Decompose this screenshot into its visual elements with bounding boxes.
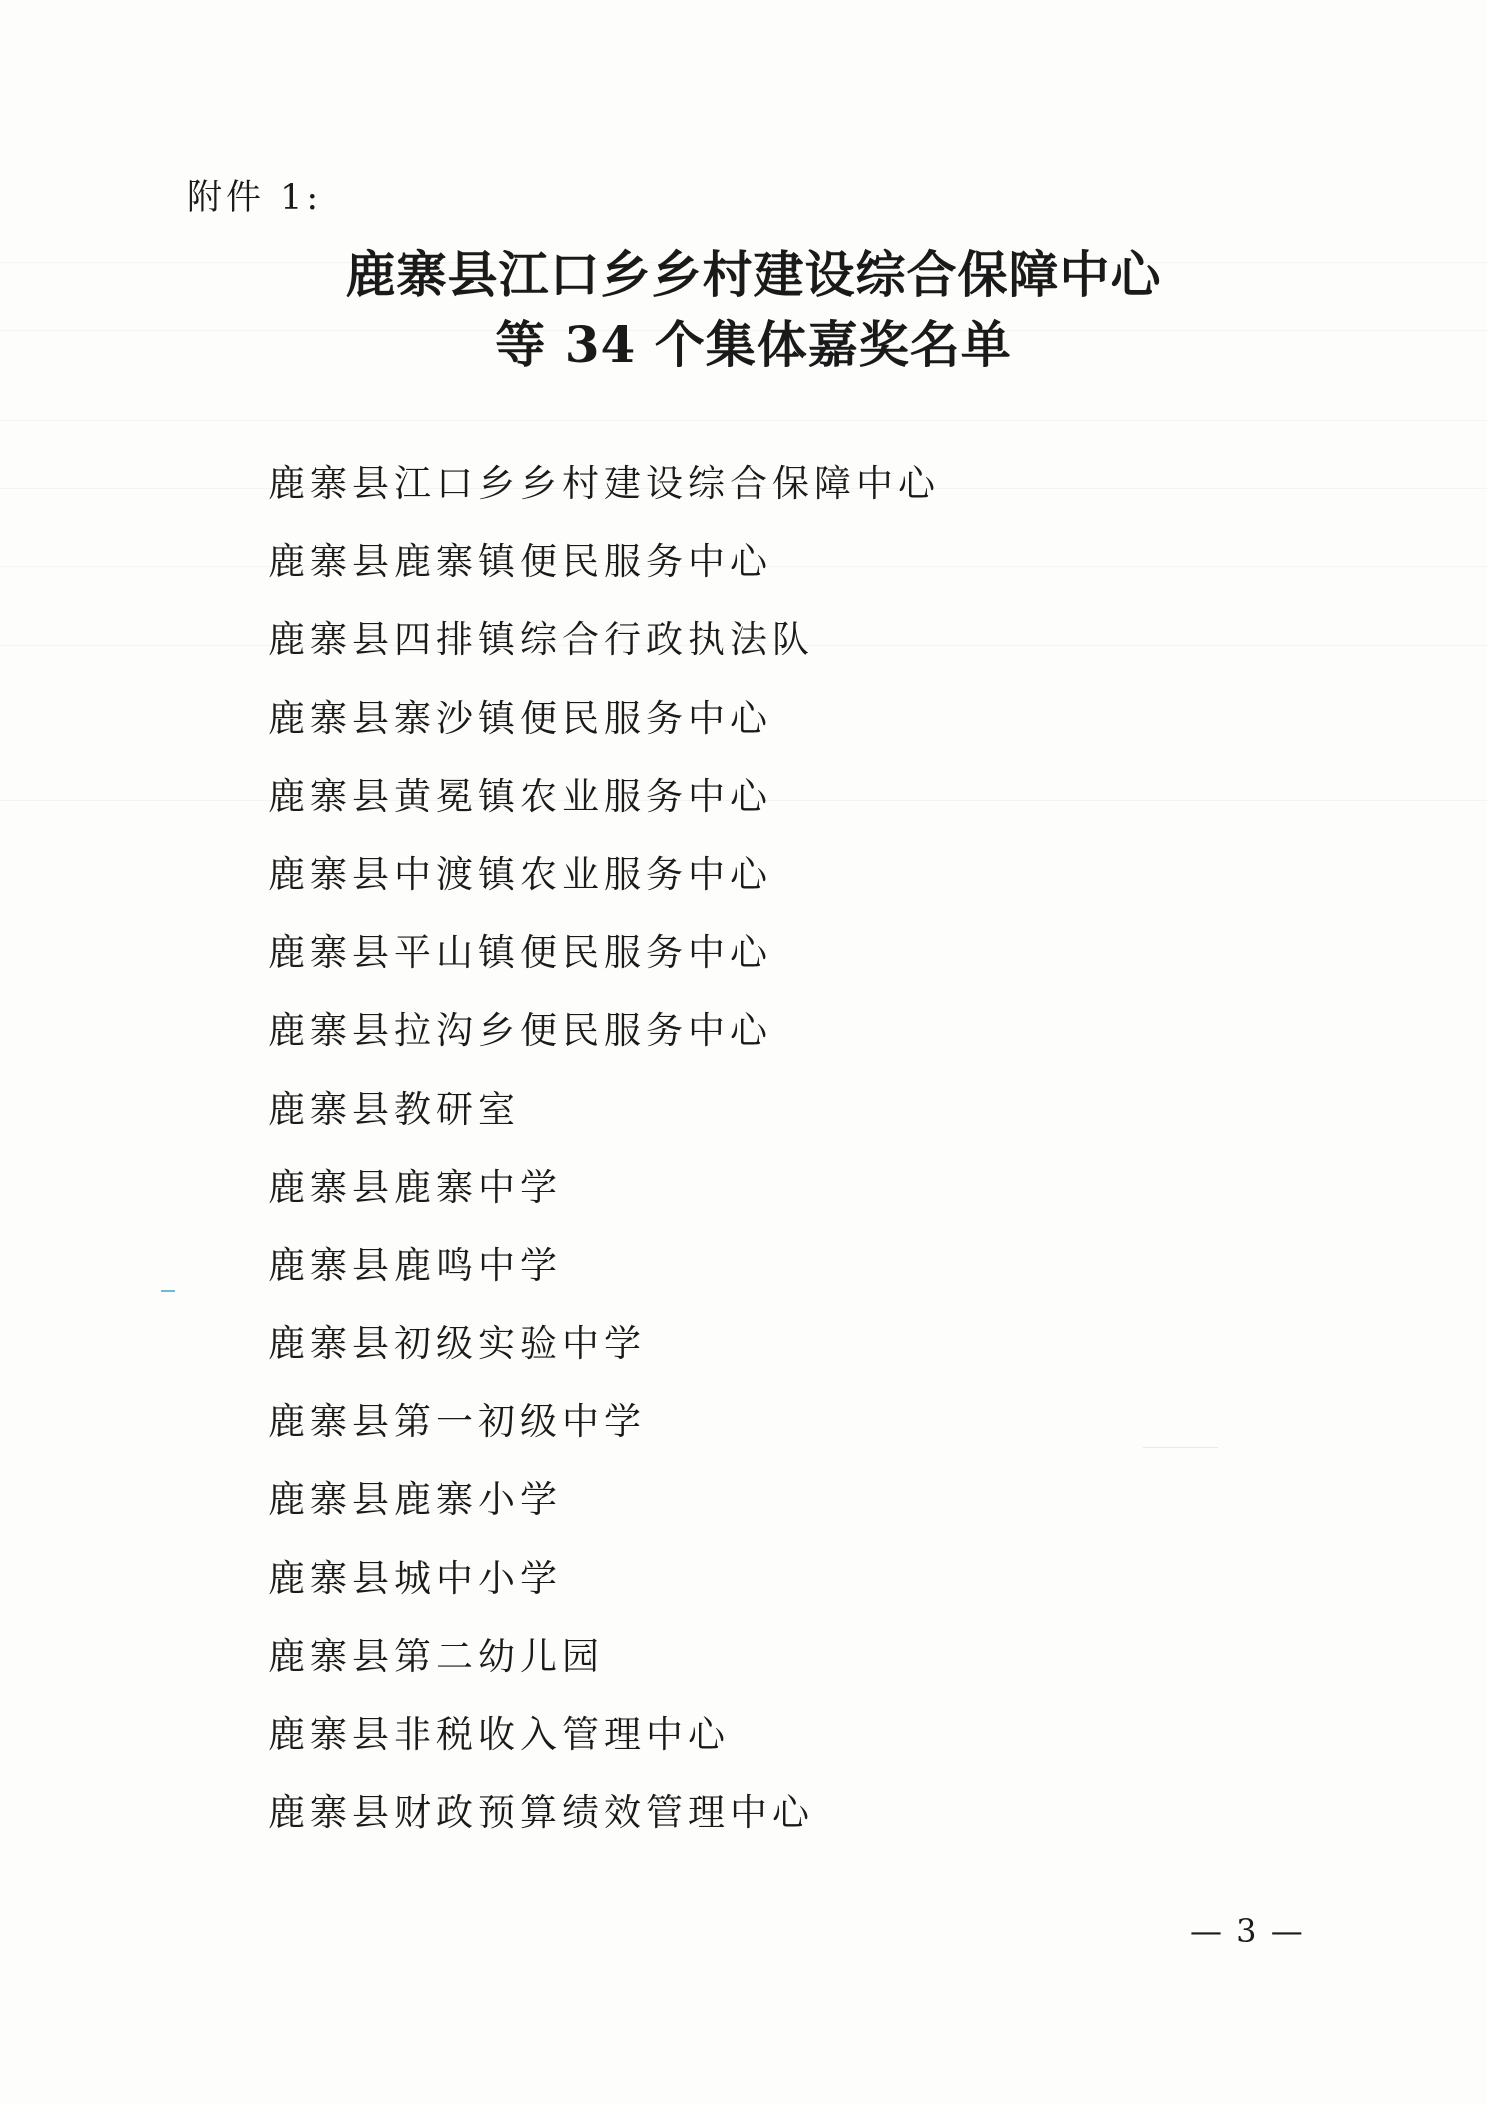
list-item: 鹿寨县拉沟乡便民服务中心: [268, 1009, 772, 1053]
list-item: 鹿寨县城中小学: [268, 1556, 562, 1600]
scan-artifact: [1143, 1447, 1218, 1448]
list-item: 鹿寨县四排镇综合行政执法队: [268, 618, 814, 662]
page-number: — 3 —: [1190, 1912, 1305, 1950]
list-item: 鹿寨县寨沙镇便民服务中心: [268, 696, 772, 740]
list-item: 鹿寨县财政预算绩效管理中心: [268, 1791, 814, 1835]
list-item: 鹿寨县第一初级中学: [268, 1400, 646, 1444]
list-item: 鹿寨县非税收入管理中心: [268, 1713, 730, 1756]
list-item: 鹿寨县初级实验中学: [268, 1322, 646, 1366]
list-item: 鹿寨县鹿寨小学: [268, 1478, 562, 1522]
list-item: 鹿寨县鹿鸣中学: [268, 1243, 562, 1287]
attachment-label: 附件 1:: [187, 178, 323, 218]
award-list: [268, 456, 940, 1863]
scan-artifact: [0, 420, 1487, 421]
margin-mark: [161, 1290, 175, 1292]
list-item: 鹿寨县黄冕镇农业服务中心: [268, 774, 772, 818]
list-item: 鹿寨县江口乡乡村建设综合保障中心: [268, 462, 940, 505]
list-item: 鹿寨县第二幼儿园: [268, 1634, 604, 1678]
list-item: 鹿寨县教研室: [268, 1087, 520, 1131]
list-item: 鹿寨县中渡镇农业服务中心: [268, 852, 772, 896]
list-item: 鹿寨县鹿寨中学: [268, 1165, 562, 1209]
list-item: 鹿寨县平山镇便民服务中心: [268, 931, 772, 975]
document-title-line-1: 鹿寨县江口乡乡村建设综合保障中心: [345, 245, 1162, 304]
list-item: 鹿寨县鹿寨镇便民服务中心: [268, 540, 772, 584]
document-title-line-2: 等 34 个集体嘉奖名单: [495, 315, 1012, 374]
